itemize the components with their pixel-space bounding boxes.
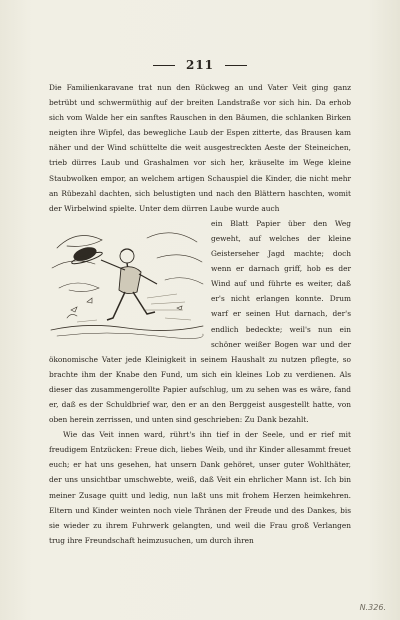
paragraph-1: Die Familienkaravane trat nun den Rückweg an und Vater Veit ging ganz betrübt und schwermüthig auf der breiten Landstraße vor sich hin. Da erhob sich vom Walde her ein sanftes Rauschen in den Bäumen, die schlanken Birken neigten ihre Wipfel, das bewegliche Laub der Espen zitterte, das Brausen kam näher und der Wind schüttelte die weit ausgestreckten Aeste der Steineichen, trieb dürres Laub und Grashalmen vor sich her, kräuselte im Wege kleine Staubwolken empor, an welchem artigen Schauspiel die Kinder, die nicht mehr an Rübezahl dachten, sich belustigten und nach den Blättern haschten, womit der Wirbelwind spielte. Unter dem dürren Laube wurde auch	[49, 83, 351, 213]
header-rule-left	[153, 65, 175, 66]
page-number: 211	[185, 58, 215, 72]
library-signature: N.326.	[359, 603, 386, 612]
header-rule-right	[225, 65, 247, 66]
paragraph-2: ein Blatt Papier über den Weg geweht, auf welches der kleine Geisterseher Jagd machte; doch wenn er darnach griff, hob es der Wind auf und führte es weiter, daß er's nicht erlangen konnte. Drum warf er seinen Hut darnach, der's endlich bedeckte; weil's nun ein schöner weißer Bogen war und der ökonomische Vater jede Kleinigkeit in seinem Haushalt zu nutzen pflegte, so brachte ihm der Knabe den Fund, um sich ein kleines Lob zu verdienen. Als dieser das zusammengerollte Papier aufschlug, um zu sehen was es wäre, fand er, daß es der Schuldbrief war, den er an den Berggeist ausgestellt hatte, von oben herein zerrissen, und unten sind geschrieben: Zu Dank bezahlt.	[49, 218, 351, 425]
page-header	[0, 58, 400, 72]
illustration-boy-chasing-hat	[47, 218, 205, 342]
body-text	[49, 80, 351, 548]
engraving-illustration	[47, 218, 205, 342]
paragraph-3: Wie das Veit innen ward, rührt's ihn tief in der Seele, und er rief mit freudigem Entzücken: Freue dich, liebes Weib, und ihr Kinder allesammt freuet euch; er hat uns gesehen, hat unsern Dank gehöret, unser guter Wohlthäter, der uns unsichtbar umschwebte, weiß, daß Veit ein ehrlicher Mann ist. Ich bin meiner Zusage quitt und ledig, nun laßt uns mit frohem Herzen heimkehren. Eltern und Kinder weinten noch viele Thränen der Freude und des Dankes, bis sie wieder zu ihrem Fuhrwerk gelangten, und weil die Frau groß Verlangen trug ihre Freundschaft heimzusuchen, um durch ihren	[49, 430, 351, 545]
